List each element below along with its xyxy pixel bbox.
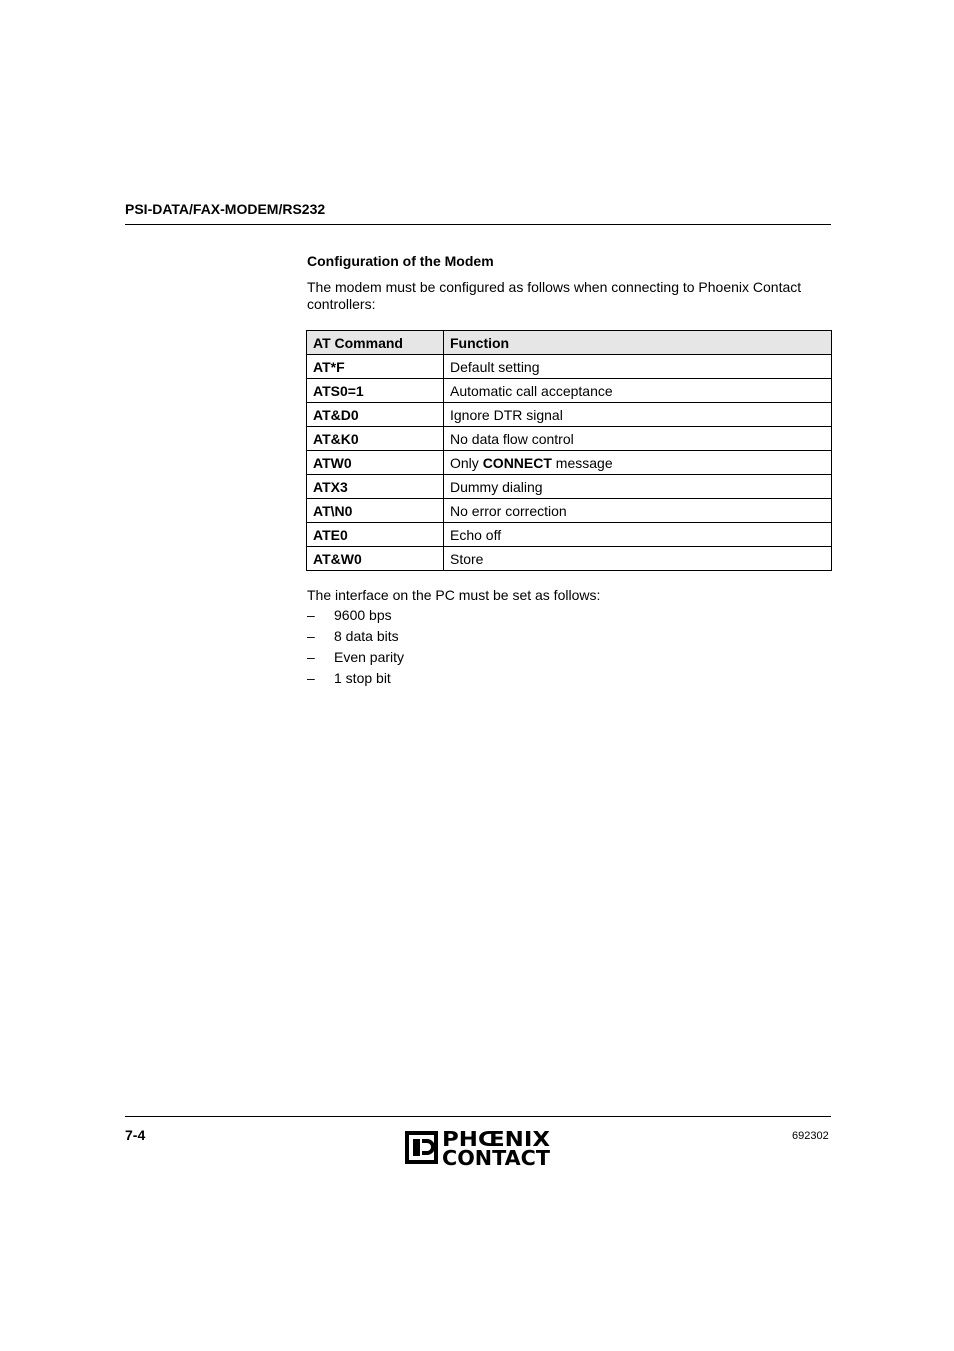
at-command-cell: AT&W0 [307,547,444,571]
function-cell: No data flow control [444,427,832,451]
section-intro: The modem must be configured as follows when connecting to Phoenix Contact controllers: [307,279,802,312]
footer-rule [125,1116,831,1117]
list-item [307,669,404,690]
function-cell: Default setting [444,355,832,379]
table-row [307,403,832,427]
function-cell: No error correction [444,499,832,523]
function-cell: Store [444,547,832,571]
table-row [307,523,832,547]
function-cell [444,451,832,475]
at-command-cell: ATX3 [307,475,444,499]
pc-settings-intro: The interface on the PC must be set as follows: [307,587,601,603]
list-bullet: – [307,628,315,644]
list-item-text: Even parity [334,649,405,665]
page-number: 7-4 [125,1127,146,1143]
function-cell: Automatic call acceptance [444,379,832,403]
list-item [307,648,404,669]
list-item-text: 9600 bps [334,607,392,623]
function-text-bold: CONNECT [482,454,552,471]
table-row [307,499,832,523]
list-bullet: – [307,670,315,686]
logo-wordmark-line-1: PHŒNIX [442,1127,551,1151]
section-title: Configuration of the Modem [307,253,494,269]
function-text: message [551,454,613,471]
table-header-row [307,331,832,355]
table-row [307,475,832,499]
running-header-title: PSI-DATA/FAX-MODEM/RS232 [125,201,326,217]
list-item [307,627,404,648]
table-row [307,355,832,379]
column-header-function: Function [444,331,832,355]
function-cell: Dummy dialing [444,475,832,499]
list-item [307,606,404,627]
header-rule [125,224,831,225]
column-header-at-command: AT Command [307,331,444,355]
function-cell: Echo off [444,523,832,547]
function-text: Only [450,454,483,471]
at-command-cell: AT*F [307,355,444,379]
at-command-cell: ATE0 [307,523,444,547]
table-row [307,451,832,475]
list-item-text: 8 data bits [334,628,399,644]
table-row [307,379,832,403]
at-command-cell: AT&K0 [307,427,444,451]
at-command-table [306,330,832,571]
logo-wordmark-line-2: CONTACT [442,1146,551,1169]
list-bullet: – [307,607,315,623]
at-command-cell: AT\N0 [307,499,444,523]
table-row [307,547,832,571]
pc-settings-list [307,606,404,690]
function-cell: Ignore DTR signal [444,403,832,427]
document-number: 692302 [792,1130,829,1142]
at-command-cell: ATW0 [307,451,444,475]
list-item-text: 1 stop bit [334,670,391,686]
logo-emblem-icon [405,1131,438,1164]
list-bullet: – [307,649,315,665]
table-row [307,427,832,451]
phoenix-contact-logo [404,1127,552,1169]
at-command-cell: AT&D0 [307,403,444,427]
at-command-cell: ATS0=1 [307,379,444,403]
